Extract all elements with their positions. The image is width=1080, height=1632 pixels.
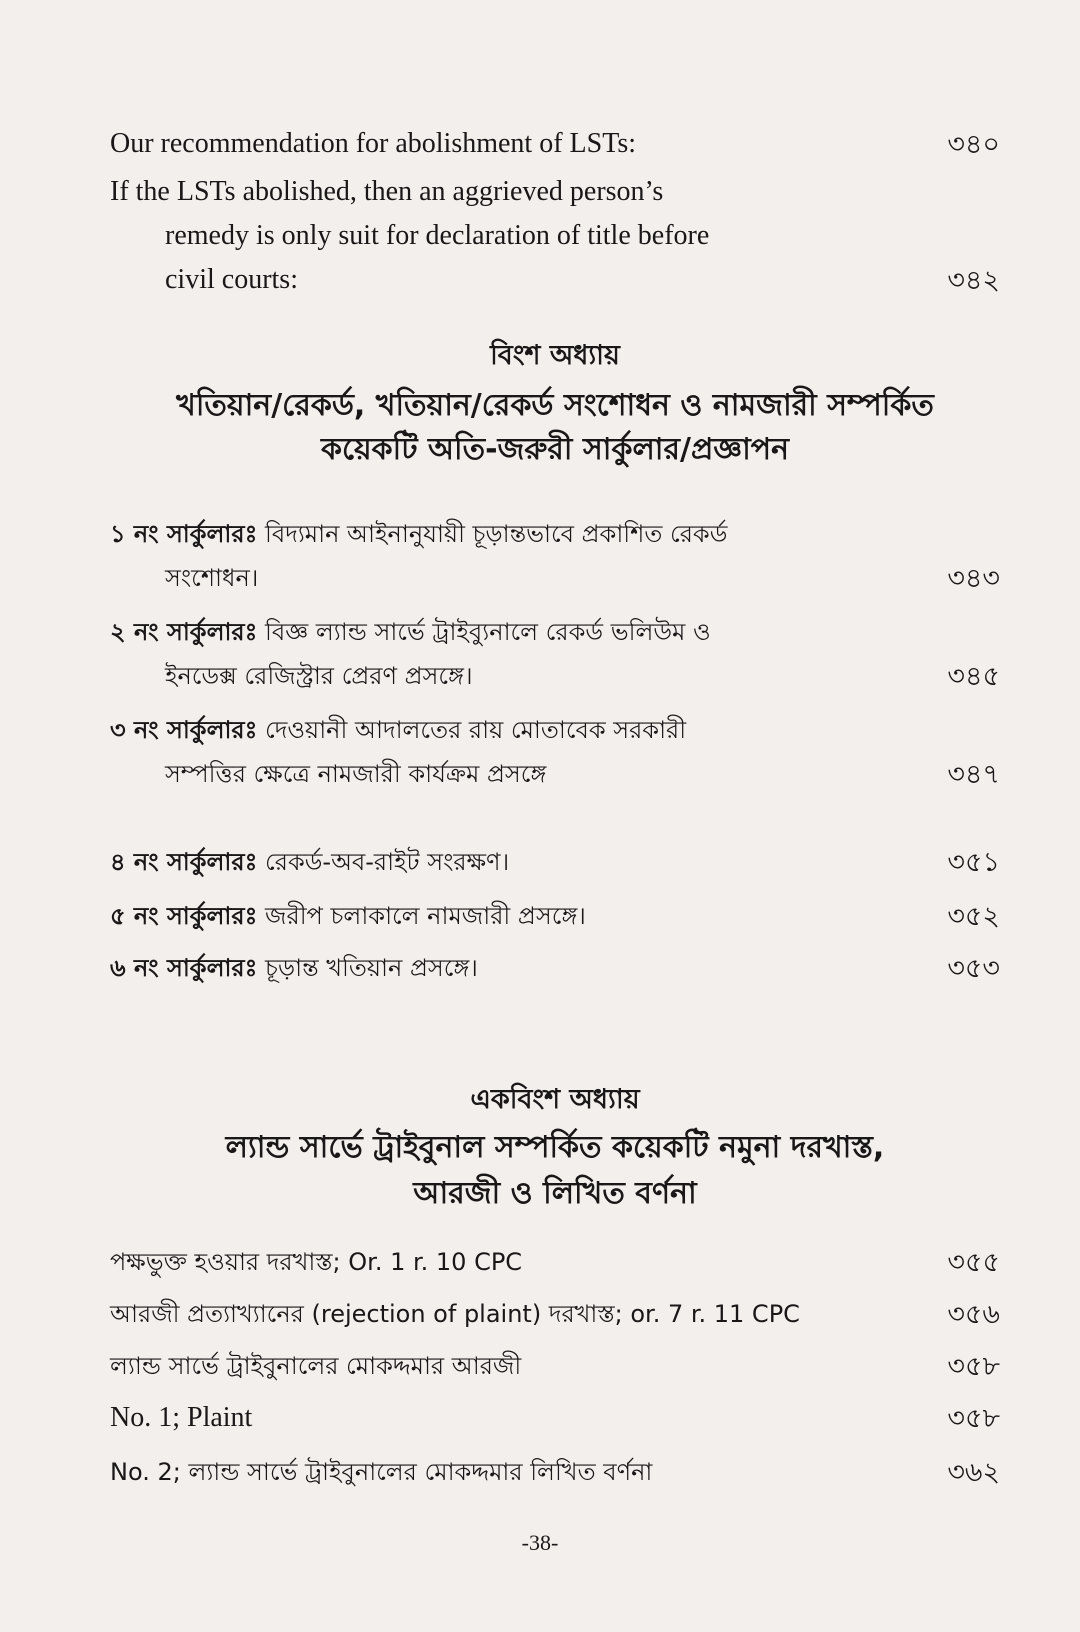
circular-text-cont: সংশোধন। xyxy=(165,564,259,592)
chapter-subtitle-line1: খতিয়ান/রেকর্ড, খতিয়ান/রেকর্ড সংশোধন ও নামজারী সম্পর্কিত xyxy=(176,388,934,423)
circular-label: ২ নং সার্কুলারঃ xyxy=(110,618,258,646)
page-number: ৩৫৫ xyxy=(947,1247,1000,1277)
entry-text-line2: remedy is only suit for declaration of title before xyxy=(165,220,710,251)
circular-text-cont: সম্পত্তির ক্ষেত্রে নামজারী কার্যক্রম প্রসঙ্গে xyxy=(165,760,547,788)
circular-label: ৩ নং সার্কুলারঃ xyxy=(110,716,258,744)
form-entry xyxy=(110,1344,1000,1388)
form-entry xyxy=(110,1240,1000,1284)
entry-text-line3: civil courts: xyxy=(165,264,298,295)
page-footer-number: -38- xyxy=(521,1530,559,1555)
circular-entry xyxy=(110,946,1000,990)
circular-entry xyxy=(110,708,1000,796)
entry-text: আরজী প্রত্যাখ্যানের (rejection of plaint) দরখাস্ত; or. 7 r. 11 CPC xyxy=(110,1300,800,1328)
page-number: ৩৪২ xyxy=(947,265,1000,295)
circular-text: দেওয়ানী আদালতের রায় মোতাবেক সরকারী xyxy=(257,716,687,744)
circular-label: ৬ নং সার্কুলারঃ xyxy=(110,954,258,982)
circular-label: ৪ নং সার্কুলারঃ xyxy=(110,848,258,876)
entry-text: পক্ষভুক্ত হওয়ার দরখাস্ত; Or. 1 r. 10 CPC xyxy=(110,1248,523,1276)
form-entry xyxy=(110,1396,1000,1440)
toc-entry xyxy=(110,170,1000,302)
chapter-subtitle-line2: আরজী ও লিখিত বর্ণনা xyxy=(413,1176,697,1211)
toc-entry xyxy=(110,122,1000,166)
page-number: ৩৫৮ xyxy=(947,1351,1000,1381)
page-number: ৩৫৩ xyxy=(947,953,1000,983)
circular-text-cont: ইনডেক্স রেজিস্ট্রার প্রেরণ প্রসঙ্গে। xyxy=(165,662,473,690)
page-number: ৩৪০ xyxy=(947,129,1000,159)
chapter-subtitle-line2: কয়েকটি অতি-জরুরী সার্কুলার/প্রজ্ঞাপন xyxy=(320,432,790,467)
chapter-title: বিংশ অধ্যায় xyxy=(490,340,620,371)
circular-text: বিজ্ঞ ল্যান্ড সার্ভে ট্রাইব্যুনালে রেকর্ড ভলিউম ও xyxy=(257,618,711,646)
page-number: ৩৬২ xyxy=(947,1457,1000,1487)
entry-text: ল্যান্ড সার্ভে ট্রাইবুনালের মোকদ্দমার আরজী xyxy=(110,1352,522,1380)
chapter-subtitle-line1: ল্যান্ড সার্ভে ট্রাইবুনাল সম্পর্কিত কয়েকটি নমুনা দরখাস্ত, xyxy=(225,1130,885,1165)
form-entry xyxy=(110,1292,1000,1336)
page-number: ৩৫৬ xyxy=(947,1299,1000,1329)
entry-text-line1: If the LSTs abolished, then an aggrieved person’s xyxy=(110,176,664,207)
circular-text: রেকর্ড-অব-রাইট সংরক্ষণ। xyxy=(257,848,510,876)
page-number: ৩৪৩ xyxy=(947,563,1000,593)
circular-entry xyxy=(110,512,1000,600)
circular-entry xyxy=(110,894,1000,938)
circular-text: চূড়ান্ত খতিয়ান প্রসঙ্গে। xyxy=(257,954,478,982)
page-number: ৩৫৮ xyxy=(947,1403,1000,1433)
form-entry xyxy=(110,1450,1000,1494)
chapter-title: একবিংশ অধ্যায় xyxy=(470,1084,640,1115)
circular-entry xyxy=(110,610,1000,698)
entry-text: Our recommendation for abolishment of LSTs: xyxy=(110,128,637,159)
page-number: ৩৫২ xyxy=(947,901,1000,931)
page-number: ৩৪৭ xyxy=(947,759,1000,789)
page-number: ৩৪৫ xyxy=(947,661,1000,691)
circular-label: ১ নং সার্কুলারঃ xyxy=(110,520,258,548)
circular-text: বিদ্যমান আইনানুযায়ী চূড়ান্তভাবে প্রকাশিত রেকর্ড xyxy=(257,520,728,548)
entry-text: No. 1; Plaint xyxy=(110,1402,253,1433)
circular-text: জরীপ চলাকালে নামজারী প্রসঙ্গে। xyxy=(257,902,586,930)
entry-text: No. 2; ল্যান্ড সার্ভে ট্রাইবুনালের মোকদ্দমার লিখিত বর্ণনা xyxy=(110,1458,653,1486)
circular-entry xyxy=(110,840,1000,884)
page-number: ৩৫১ xyxy=(947,847,1000,877)
circular-label: ৫ নং সার্কুলারঃ xyxy=(110,902,258,930)
